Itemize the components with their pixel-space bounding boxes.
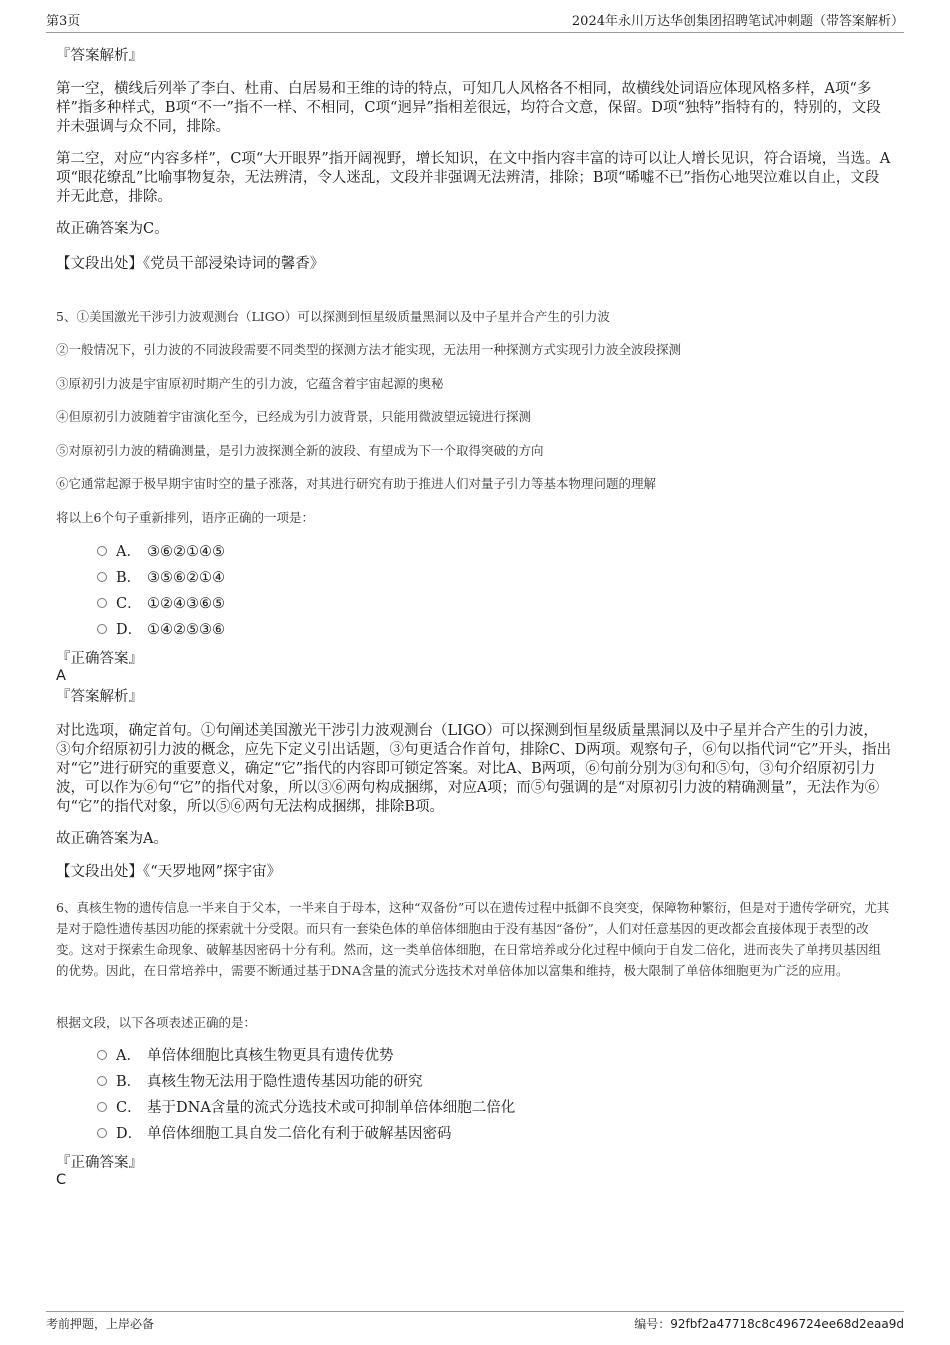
option-d[interactable] xyxy=(97,1124,452,1144)
option-letter: A． xyxy=(116,1048,141,1064)
option-letter: A． xyxy=(116,544,141,560)
option-letter: D． xyxy=(116,622,143,638)
question-sentence: ④但原初引力波随着宇宙演化至今，已经成为引力波背景，只能用微波望远镜进行探测 xyxy=(56,409,532,424)
option-a[interactable] xyxy=(97,542,225,562)
question-prompt: 根据文段，以下各项表述正确的是： xyxy=(56,1015,257,1030)
correct-answer: C xyxy=(56,1172,67,1188)
option-letter: C． xyxy=(116,596,142,612)
document-title: 2024年永川万达华创集团招聘笔试冲刺题（带答案解析） xyxy=(571,14,904,29)
page-footer xyxy=(46,1311,904,1335)
option-text: 单倍体细胞工具自发二倍化有利于破解基因密码 xyxy=(147,1126,452,1142)
analysis-paragraph: 对比选项，确定首句。①句阐述美国激光干涉引力波观测台（LIGO）可以探测到恒星级质量黑洞以及中子星并合产生的引力波，③句介绍原初引力波的概念，应先下定义引出话题，③句更适合作首句，排除C、D两项。观察句子，⑥句以指代词“它”开头，指出对“它”进行研究的重要意义，确定“它”指代的内容即可锁定答案。对比A、B两项，⑥句前分别为③句和⑤句，③句介绍原初引力波，可以作为⑥句“它”的指代对象，所以③⑥两句构成捆绑，对应A项；而⑤句强调的是“对原初引力波的精确测量”，无法作为⑥句“它”的指代对象，所以⑤⑥两句无法构成捆绑，排除B项。 xyxy=(56,723,892,815)
analysis-paragraph: 第一空，横线后列举了李白、杜甫、白居易和王维的诗的特点，可知几人风格各不相同，故横线处词语应体现风格多样，A项“多样”指多种样式，B项“不一”指不一样、不相同，C项“迥异”指相差很远，均符合文意，保留。D项“独特”指特有的，特别的，文段并未强调与众不同，排除。 xyxy=(56,81,881,135)
correct-answer: A xyxy=(56,668,66,684)
correct-answer-label: 『正确答案』 xyxy=(56,1155,143,1171)
question-sentence: ⑤对原初引力波的精确测量，是引力波探测全新的波段、有望成为下一个取得突破的方向 xyxy=(56,443,544,458)
option-text: ③⑥②①④⑤ xyxy=(147,544,225,560)
analysis-label: 『答案解析』 xyxy=(56,48,143,64)
radio-icon[interactable] xyxy=(97,624,107,634)
radio-icon[interactable] xyxy=(97,1102,107,1112)
option-b[interactable] xyxy=(97,1072,423,1092)
question-sentence: ②一般情况下，引力波的不同波段需要不同类型的探测方法才能实现，无法用一种探测方式实现引力波全波段探测 xyxy=(56,342,682,357)
radio-icon[interactable] xyxy=(97,1076,107,1086)
footer-slogan: 考前押题，上岸必备 xyxy=(46,1317,155,1331)
option-letter: C． xyxy=(116,1100,142,1116)
option-a[interactable] xyxy=(97,1046,394,1066)
radio-icon[interactable] xyxy=(97,546,107,556)
document-code xyxy=(634,1313,904,1335)
option-text: ①④②⑤③⑥ xyxy=(147,622,225,638)
question-sentence: ③原初引力波是宇宙原初时期产生的引力波，它蕴含着宇宙起源的奥秘 xyxy=(56,376,444,391)
question-sentence: ⑥它通常起源于极早期宇宙时空的量子涨落，对其进行研究有助于推进人们对量子引力等基本物理问题的理解 xyxy=(56,476,657,491)
source-citation: 【文段出处】《党员干部浸染诗词的馨香》 xyxy=(56,256,325,272)
option-text: ①②④③⑥⑤ xyxy=(147,596,225,612)
code-value: 92fbf2a47718c8c496724ee68d2eaa9d xyxy=(670,1317,904,1331)
option-text: 真核生物无法用于隐性遗传基因功能的研究 xyxy=(147,1074,423,1090)
correct-answer-label: 『正确答案』 xyxy=(56,651,143,667)
radio-icon[interactable] xyxy=(97,572,107,582)
option-text: 单倍体细胞比真核生物更具有遗传优势 xyxy=(147,1048,394,1064)
option-d[interactable] xyxy=(97,620,225,640)
question-sentence: 5、①美国激光干涉引力波观测台（LIGO）可以探测到恒星级质量黑洞以及中子星并合产生的引力波 xyxy=(56,309,610,324)
option-text: 基于DNA含量的流式分选技术或可抑制单倍体细胞二倍化 xyxy=(147,1100,516,1116)
question-passage: 6、真核生物的遗传信息一半来自于父本，一半来自于母本，这种“双备份”可以在遗传过程中抵御不良突变，保障物种繁衍，但是对于遗传学研究，尤其是对于隐性遗传基因功能的探索就十分受限。而只有一套染色体的单倍体细胞由于没有基因“备份”，人们对任意基因的更改都会直接体现于表型的改变。这对于探索生命现象、破解基因密码十分有利。然而，这一类单倍体细胞，在日常培养或分化过程中倾向于自发二倍化，进而丧失了单拷贝基因组的优势。因此，在日常培养中，需要不断通过基于DNA含量的流式分选技术对单倍体加以富集和维持，极大限制了单倍体细胞更为广泛的应用。 xyxy=(56,900,890,978)
page-header xyxy=(46,12,904,33)
radio-icon[interactable] xyxy=(97,598,107,608)
answer-conclusion: 故正确答案为A。 xyxy=(56,831,168,847)
option-letter: B． xyxy=(116,1074,142,1090)
analysis-label: 『答案解析』 xyxy=(56,689,143,705)
option-c[interactable] xyxy=(97,594,225,614)
option-letter: B． xyxy=(116,570,142,586)
option-text: ③⑤⑥②①④ xyxy=(147,570,225,586)
radio-icon[interactable] xyxy=(97,1128,107,1138)
analysis-paragraph: 第二空，对应“内容多样”，C项“大开眼界”指开阔视野，增长知识，在文中指内容丰富的诗可以让人增长见识，符合语境，当选。A项“眼花缭乱”比喻事物复杂，无法辨清，令人迷乱，文段并非强调无法辨清，排除；B项“唏嘘不已”指伤心地哭泣难以自止，文段并无此意，排除。 xyxy=(56,151,891,205)
source-citation: 【文段出处】《“天罗地网”探宇宙》 xyxy=(56,864,282,880)
page-number: 第3页 xyxy=(46,14,81,29)
option-b[interactable] xyxy=(97,568,225,588)
radio-icon[interactable] xyxy=(97,1050,107,1060)
code-label: 编号： xyxy=(634,1317,671,1331)
answer-conclusion: 故正确答案为C。 xyxy=(56,221,169,237)
option-c[interactable] xyxy=(97,1098,515,1118)
option-letter: D． xyxy=(116,1126,143,1142)
question-prompt: 将以上6个句子重新排列，语序正确的一项是： xyxy=(56,510,314,525)
